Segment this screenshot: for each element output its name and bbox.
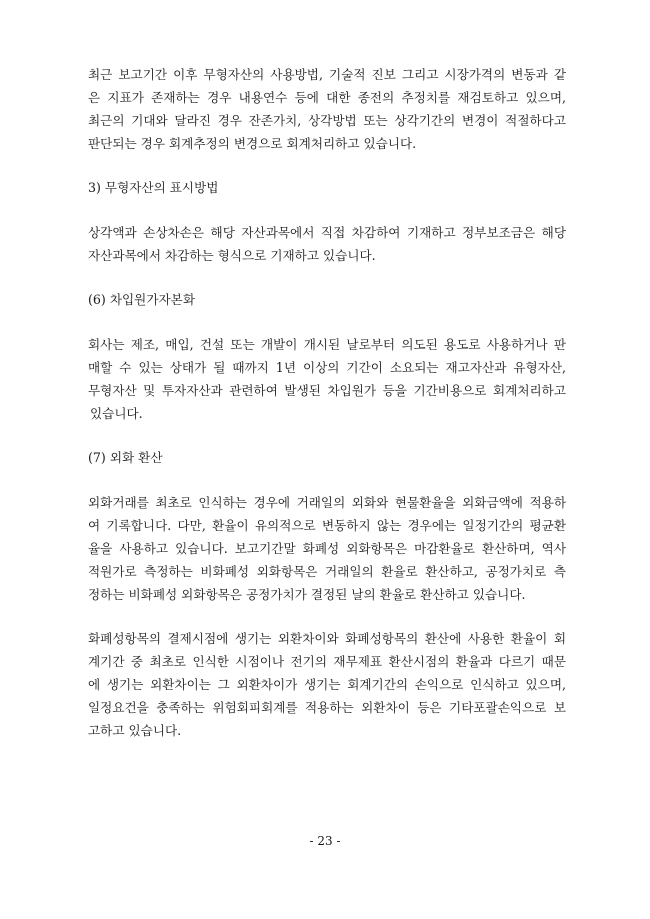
text-line: 여 기록합니다. 다만, 환율이 유의적으로 변동하지 않는 경우에는 일정기간의 평균환 (88, 518, 566, 533)
paragraph-foreign-currency-translation (88, 491, 566, 606)
text-line: 율을 사용하고 있습니다. 보고기간말 화폐성 외화항목은 마감환율로 환산하며, 역사 (88, 541, 566, 556)
text-line: 정하는 비화폐성 외화항목은 공정가치가 결정된 날의 환율로 환산하고 있습니다. (88, 587, 526, 602)
text-line: 상각액과 손상차손은 해당 자산과목에서 직접 차감하여 기재하고 정부보조금은 해당 (88, 225, 566, 240)
section-heading-foreign-currency: (7) 외화 환산 (88, 450, 163, 465)
text-line: 최근 보고기간 이후 무형자산의 사용방법, 기술적 진보 그리고 시장가격의 변동과 같 (88, 67, 566, 82)
text-line: 외화거래를 최초로 인식하는 경우에 거래일의 외화와 현물환율을 외화금액에 적용하 (88, 495, 566, 510)
text-line: 매할 수 있는 상태가 될 때까지 1년 이상의 기간이 소요되는 재고자산과 유형자산, (88, 360, 566, 375)
text-line: 계기간 중 최초로 인식한 시점이나 전기의 재무제표 환산시점의 환율과 다르기 때문 (88, 654, 566, 669)
text-line: 있습니다. (90, 406, 143, 421)
text-line: 적원가로 측정하는 비화폐성 외화항목은 거래일의 환율로 환산하고, 공정가치로 측 (88, 564, 566, 579)
text-line: 최근의 기대와 달라진 경우 잔존가치, 상각방법 또는 상각기간의 변경이 적절하다고 (88, 113, 566, 128)
section-heading-intangible-presentation: 3) 무형자산의 표시방법 (88, 180, 219, 195)
text-line: 은 지표가 존재하는 경우 내용연수 등에 대한 종전의 추정치를 재검토하고 있으며, (88, 90, 566, 105)
document-body (88, 63, 566, 763)
section-heading-borrowing-costs: (6) 차입원가자본화 (88, 292, 196, 307)
paragraph-intangible-presentation (88, 221, 566, 267)
paragraph-exchange-differences (88, 627, 566, 742)
text-line: 일정요건을 충족하는 위험회피회계를 적용하는 외환차이 등은 기타포괄손익으로 보 (88, 700, 566, 715)
paragraph-borrowing-costs (88, 333, 566, 425)
text-line: 자산과목에서 차감하는 형식으로 기재하고 있습니다. (88, 248, 376, 263)
text-line: 고하고 있습니다. (88, 723, 182, 738)
paragraph-intangible-review (88, 63, 566, 155)
text-line: 판단되는 경우 회계추정의 변경으로 회계처리하고 있습니다. (88, 136, 417, 151)
text-line: 에 생기는 외환차이는 그 외환차이가 생기는 회계기간의 손익으로 인식하고 있으며, (88, 677, 566, 692)
text-line: 화폐성항목의 결제시점에 생기는 외환차이와 화폐성항목의 환산에 사용한 환율이 회 (88, 631, 566, 646)
text-line: 회사는 제조, 매입, 건설 또는 개발이 개시된 날로부터 의도된 용도로 사용하거나 판 (88, 337, 566, 352)
text-line: 무형자산 및 투자자산과 관련하여 발생된 차입원가 등을 기간비용으로 회계처리하고 (88, 383, 566, 398)
page-number: - 23 - (309, 834, 341, 848)
